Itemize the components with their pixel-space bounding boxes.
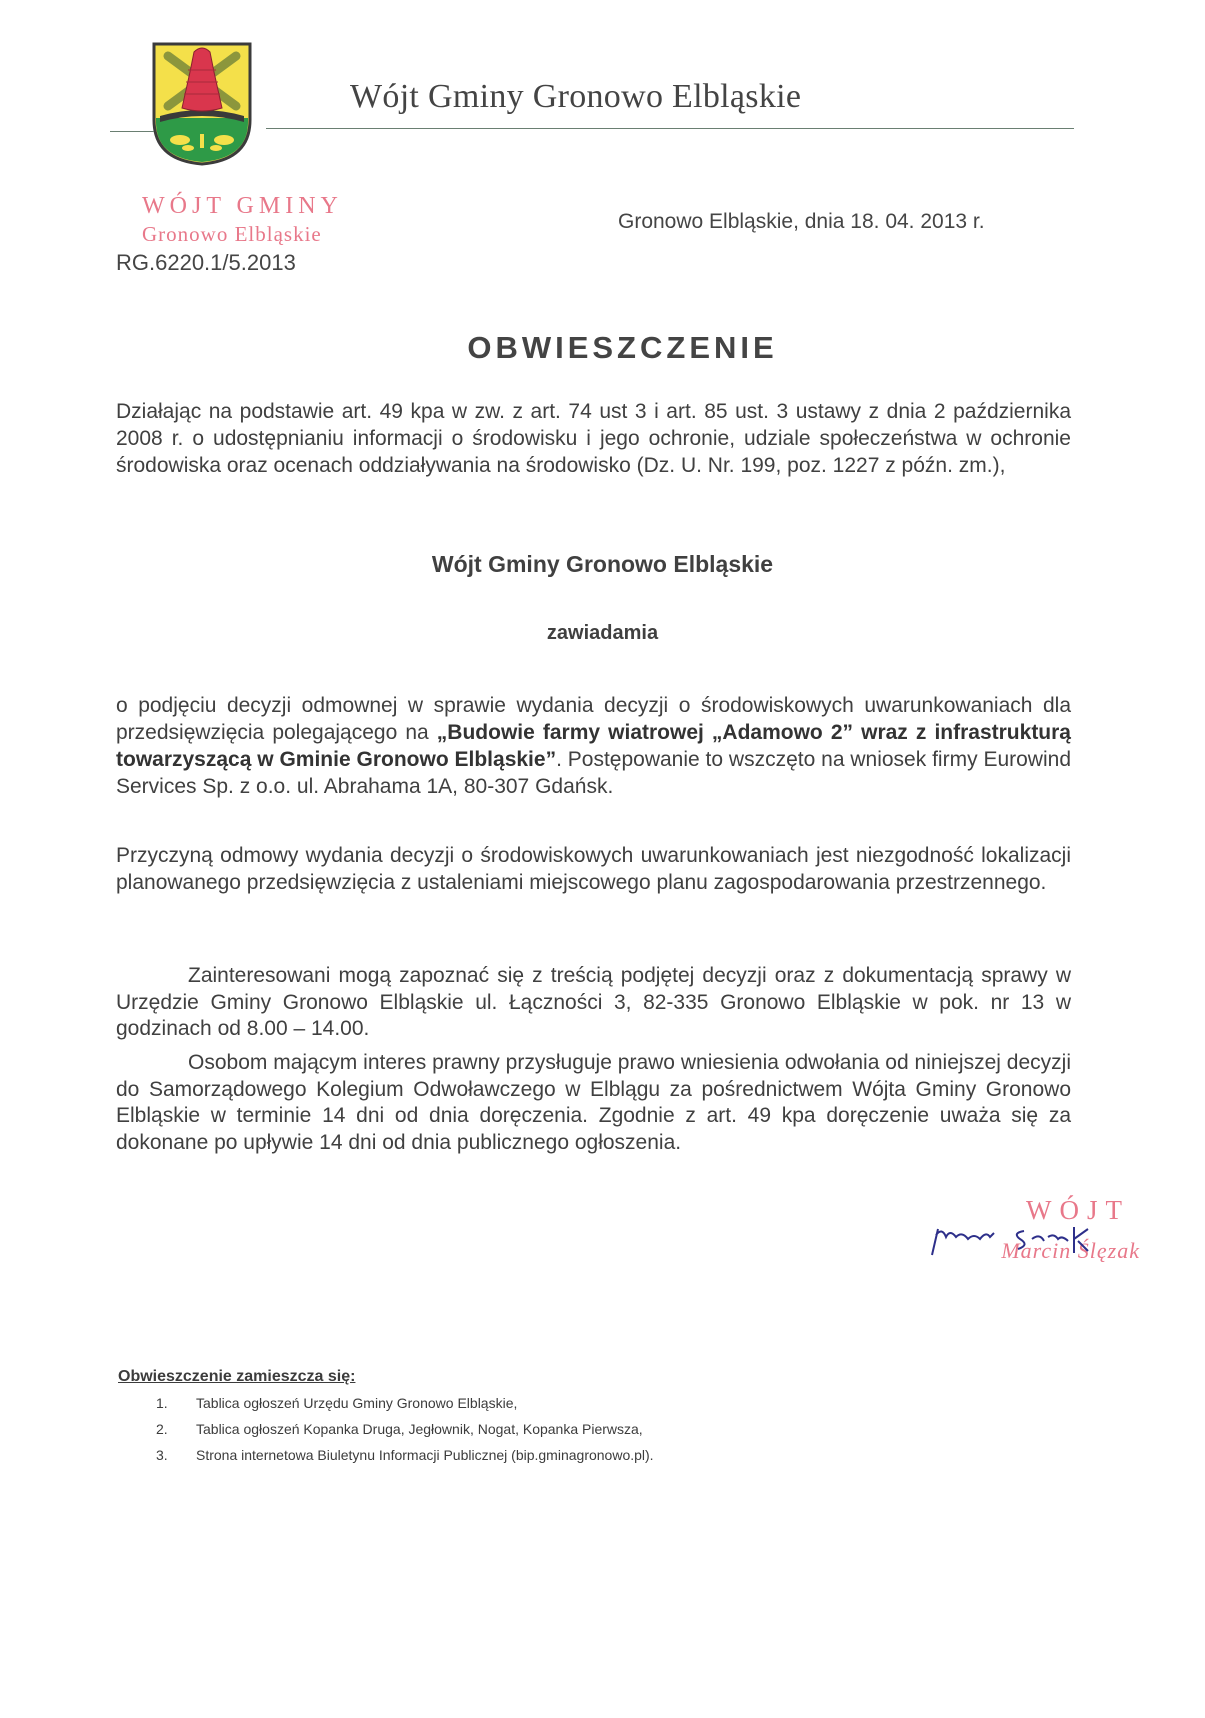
windmill-crest-icon: [150, 42, 254, 166]
header-rule-right: [266, 128, 1074, 129]
reason-paragraph: Przyczyną odmowy wydania decyzji o środowiskowych uwarunkowaniach jest niezgodność lokalizacji planowanego przedsięwzięcia z ustaleniami miejscowego planu zagospodarowania przestrzennego.: [116, 844, 1071, 894]
notifies-heading: zawiadamia: [546, 622, 659, 644]
signature-title: WÓJT: [1026, 1195, 1130, 1225]
stamp-line-2: Gronowo Elbląskie: [142, 222, 322, 246]
stamp-line-1: WÓJT GMINY: [142, 193, 343, 219]
list-item: 3. Strona internetowa Biuletynu Informacji Publicznej (bip.gminagronowo.pl).: [156, 1447, 654, 1463]
project-name: „Budowie farmy wiatrowej „Adamowo 2” wraz z infrastrukturą towarzyszącą w Gminie Gronowo Elbląskie”: [116, 721, 1071, 771]
authority-heading: Wójt Gminy Gronowo Elbląskie: [431, 551, 774, 577]
list-item: 1. Tablica ogłoszeń Urzędu Gminy Gronowo Elbląskie,: [156, 1395, 518, 1411]
decision-paragraph: [116, 692, 1071, 800]
reference-number: RG.6220.1/5.2013: [116, 250, 296, 275]
place-date: Gronowo Elbląskie, dnia 18. 04. 2013 r.: [618, 210, 985, 233]
distribution-list: [118, 1395, 654, 1473]
list-item: 2. Tablica ogłoszeń Kopanka Druga, Jegłownik, Nogat, Kopanka Pierwsza,: [156, 1421, 643, 1437]
legal-basis-paragraph: Działając na podstawie art. 49 kpa w zw. z art. 74 ust 3 i art. 85 ust. 3 ustawy z dnia 2 października 2008 r. o udostępnianiu informacji o środowisku i jego ochronie, udziale społeczeństwa w ochronie środowiska oraz ocenach oddziaływania na środowisko (Dz. U. Nr. 199, poz. 1227 z późn. zm.),: [116, 400, 1071, 477]
document-title: OBWIESZCZENIE: [467, 330, 778, 365]
signatory-name: Marcin Ślęzak: [1001, 1238, 1140, 1263]
distribution-heading: Obwieszczenie zamieszcza się:: [118, 1368, 356, 1385]
official-stamp: [142, 193, 343, 247]
decision-suffix: . Postępowanie to wszczęto na wniosek firmy Eurowind Services Sp. z o.o. ul. Abrahama 1A, 80-307 Gdańsk.: [116, 748, 1071, 798]
inspection-paragraph: Zainteresowani mogą zapoznać się z treścią podjętej decyzji oraz z dokumentacją sprawy w Urzędzie Gminy Gronowo Elbląskie ul. Łączności 3, 82-335 Gronowo Elbląskie w pok. nr 13 w godzinach od 8.00 – 14.00.: [116, 964, 1071, 1040]
decision-prefix: o podjęciu decyzji odmownej w sprawie wydania decyzji o środowiskowych uwarunkowaniach dla przedsięwzięcia polegającego na: [116, 694, 1071, 744]
coat-of-arms-logo: [150, 42, 254, 166]
appeal-paragraph: Osobom mającym interes prawny przysługuje prawo wniesienia odwołania od niniejszej decyzji do Samorządowego Kolegium Odwoławczego w Elblągu za pośrednictwem Wójta Gminy Gronowo Elbląskie w terminie 14 dni od dnia doręczenia. Zgodnie z art. 49 kpa doręczenie uważa się za dokonane po upływie 14 dni od dnia publicznego ogłoszenia.: [116, 1051, 1071, 1154]
handwritten-signature-icon: [928, 1223, 1118, 1257]
header-title: Wójt Gminy Gronowo Elbląskie: [350, 78, 802, 115]
signature-block: [940, 1195, 1140, 1264]
header-rule-left: [110, 131, 154, 132]
